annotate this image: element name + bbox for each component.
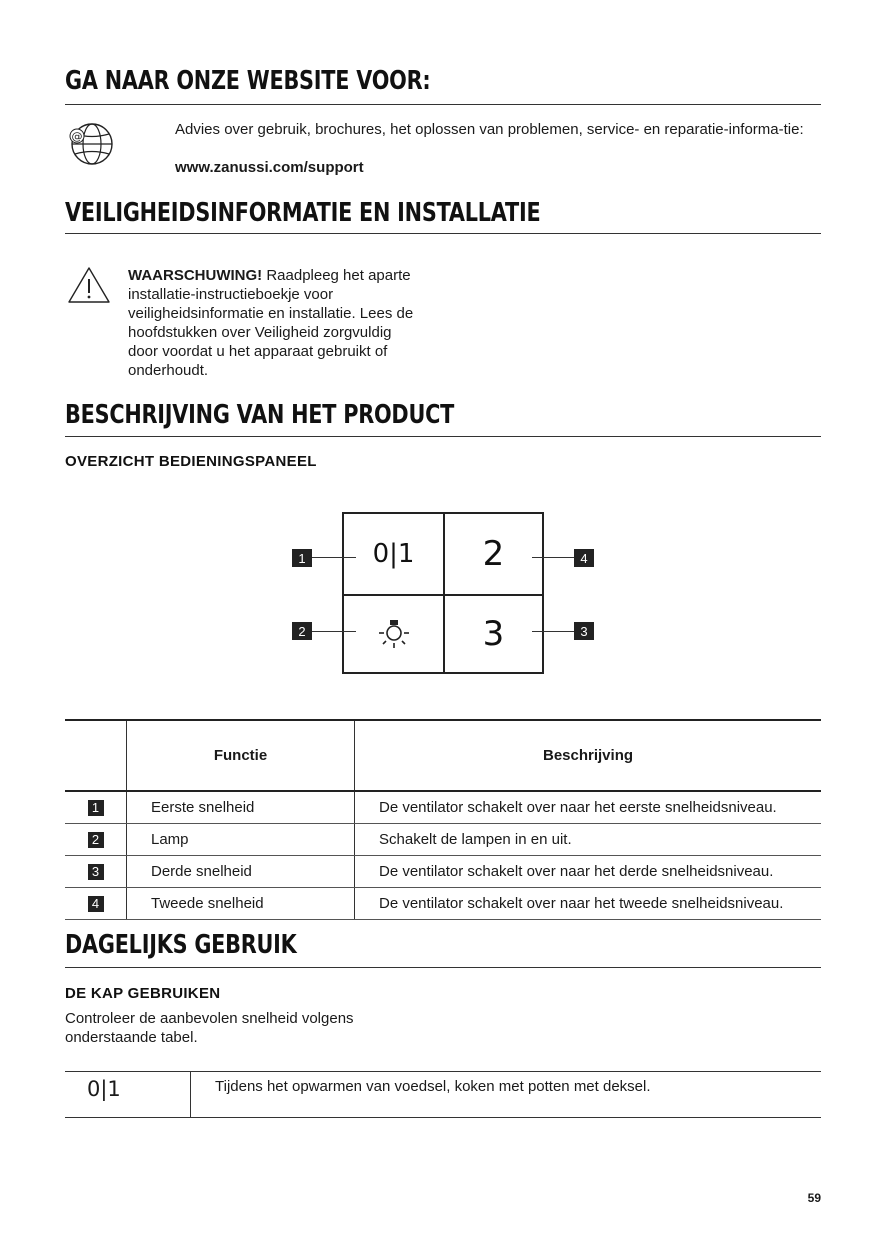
table-row bbox=[65, 824, 821, 856]
function-cell: Derde snelheid bbox=[127, 856, 355, 888]
daily-text: Controleer de aanbevolen snelheid volgens onderstaande tabel. bbox=[65, 1010, 354, 1046]
lamp-icon bbox=[376, 616, 412, 652]
section-title-daily: DAGELIJKS GEBRUIK bbox=[65, 930, 297, 960]
section-title-product: BESCHRIJVING VAN HET PRODUCT bbox=[65, 400, 455, 430]
callout-line bbox=[312, 631, 356, 632]
setting-cell: 0|1 bbox=[65, 1072, 191, 1118]
svg-text:@: @ bbox=[71, 130, 83, 143]
key-speed-3[interactable]: 3 bbox=[482, 614, 505, 654]
speed-table bbox=[65, 1071, 821, 1118]
callout-line bbox=[312, 557, 356, 558]
table-header: Functie bbox=[127, 720, 355, 791]
table-header bbox=[65, 720, 127, 791]
callout-line bbox=[532, 631, 574, 632]
website-text: Advies over gebruik, brochures, het oplossen van problemen, service- en reparatie-informa-tie: bbox=[175, 121, 804, 138]
warning-text: Raadpleeg het aparte installatie-instructieboekje voor veiligheidsinformatie en installatie. Lees de hoofdstukken over Veiligheid zorgvuldig door voordat u het apparaat gebruikt of onderhoudt. bbox=[128, 267, 414, 379]
description-cell: Tijdens het opwarmen van voedsel, koken met potten met deksel. bbox=[191, 1072, 822, 1118]
callout-1: 1 bbox=[292, 549, 312, 567]
description-cell: De ventilator schakelt over naar het derde snelheidsniveau. bbox=[355, 856, 822, 888]
section-title-safety: VEILIGHEIDSINFORMATIE EN INSTALLATIE bbox=[65, 198, 541, 228]
warning-paragraph bbox=[128, 266, 414, 380]
table-row bbox=[65, 856, 821, 888]
table-row bbox=[65, 1072, 821, 1118]
row-number: 4 bbox=[88, 896, 104, 912]
callout-2: 2 bbox=[292, 622, 312, 640]
description-cell: De ventilator schakelt over naar het eerste snelheidsniveau. bbox=[355, 791, 822, 824]
table-row bbox=[65, 888, 821, 920]
table-header: Beschrijving bbox=[355, 720, 822, 791]
divider bbox=[65, 967, 821, 968]
divider bbox=[65, 233, 821, 234]
function-cell: Lamp bbox=[127, 824, 355, 856]
function-cell: Tweede snelheid bbox=[127, 888, 355, 920]
globe-at-icon bbox=[66, 122, 114, 166]
key-power[interactable]: 0|1 bbox=[372, 539, 415, 569]
warning-label: WAARSCHUWING! bbox=[128, 267, 263, 284]
divider bbox=[65, 436, 821, 437]
callout-line bbox=[532, 557, 574, 558]
callout-4: 4 bbox=[574, 549, 594, 567]
table-row bbox=[65, 791, 821, 824]
row-number: 3 bbox=[88, 864, 104, 880]
key-lamp[interactable] bbox=[344, 596, 443, 672]
section-title-website: GA NAAR ONZE WEBSITE VOOR: bbox=[65, 66, 431, 96]
callout-3: 3 bbox=[574, 622, 594, 640]
support-link[interactable]: www.zanussi.com/support bbox=[175, 159, 364, 176]
description-cell: De ventilator schakelt over naar het tweede snelheidsniveau. bbox=[355, 888, 822, 920]
row-number: 1 bbox=[88, 800, 104, 816]
function-cell: Eerste snelheid bbox=[127, 791, 355, 824]
warning-triangle-icon bbox=[66, 265, 112, 305]
key-speed-2[interactable]: 2 bbox=[482, 534, 505, 574]
divider bbox=[65, 104, 821, 105]
subtitle-control-panel: OVERZICHT BEDIENINGSPANEEL bbox=[65, 453, 317, 470]
function-table bbox=[65, 719, 821, 920]
subtitle-use-hood: DE KAP GEBRUIKEN bbox=[65, 985, 221, 1002]
page-number: 59 bbox=[807, 1191, 821, 1205]
row-number: 2 bbox=[88, 832, 104, 848]
description-cell: Schakelt de lampen in en uit. bbox=[355, 824, 822, 856]
control-panel bbox=[342, 512, 544, 674]
